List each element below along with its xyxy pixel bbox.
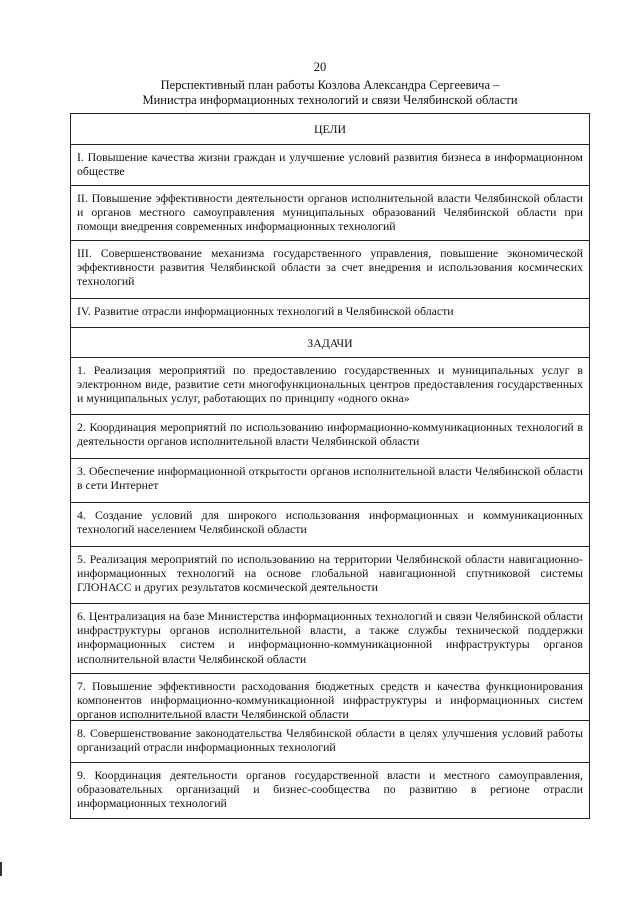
task-row: 2. Координация мероприятий по использованию информационно-коммуникационных технологий в деятельности органов исполнительной власти Челябинской области [71, 415, 589, 459]
task-row: 1. Реализация мероприятий по предоставлению государственных и муниципальных услуг в электронном виде, развитие сети многофункциональных центров предоставления государственных и муниципальных услуг, работающих по принципу «одного окна» [71, 358, 589, 415]
task-row: 3. Обеспечение информационной открытости органов исполнительной власти Челябинской области в сети Интернет [71, 459, 589, 503]
goal-row: III. Совершенствование механизма государственного управления, повышение экономической эффективности развития Челябинской области за счет внедрения и использования космических технологий [71, 241, 589, 299]
task-row: 6. Централизация на базе Министерства информационных технологий и связи Челябинской области инфраструктуры органов исполнительной власти, а также службы технической поддержки информационных систем и информационно-коммуникационной инфраструктуры органов исполнительной власти Челябинской области [71, 604, 589, 674]
task-row: 9. Координация деятельности органов государственной власти и местного самоуправления, образовательных организаций и бизнес-сообщества по развитию в регионе отрасли информационных технологий [77, 768, 583, 811]
goals-header: ЦЕЛИ [71, 114, 589, 145]
task-row: 4. Создание условий для широкого использования информационных и коммуникационных технологий населением Челябинской области [71, 503, 589, 547]
task-row: 5. Реализация мероприятий по использованию на территории Челябинской области навигационно-информационных технологий на основе глобальной навигационной спутниковой системы ГЛОНАСС и других результатов космической деятельности [71, 547, 589, 604]
task-row: 7. Повышение эффективности расходования бюджетных средств и качества функционирования компонентов информационно-коммуникационной инфраструктуры и информационных систем органов исполнительной власти Челябинской области [71, 674, 589, 721]
page-number: 20 [313, 60, 327, 74]
document-title-line-1: Перспективный план работы Козлова Александра Сергеевича – [160, 78, 500, 92]
scan-edge-mark [0, 862, 2, 876]
plan-table [70, 113, 590, 819]
goal-row: II. Повышение эффективности деятельности органов исполнительной власти Челябинской области и органов местного самоуправления муниципальных образований Челябинской области при помощи внедрения современных информационных технологий [71, 186, 589, 241]
goal-row: IV. Развитие отрасли информационных технологий в Челябинской области [71, 299, 589, 328]
tasks-header: ЗАДАЧИ [71, 328, 589, 358]
document-title [60, 78, 600, 107]
document-title-line-2: Министра информационных технологий и связи Челябинской области [142, 92, 518, 107]
task-row: 8. Совершенствование законодательства Челябинской области в целях улучшения условий работы организаций отрасли информационных технологий [71, 721, 589, 763]
goal-row: I. Повышение качества жизни граждан и улучшение условий развития бизнеса в информационном обществе [71, 145, 589, 186]
